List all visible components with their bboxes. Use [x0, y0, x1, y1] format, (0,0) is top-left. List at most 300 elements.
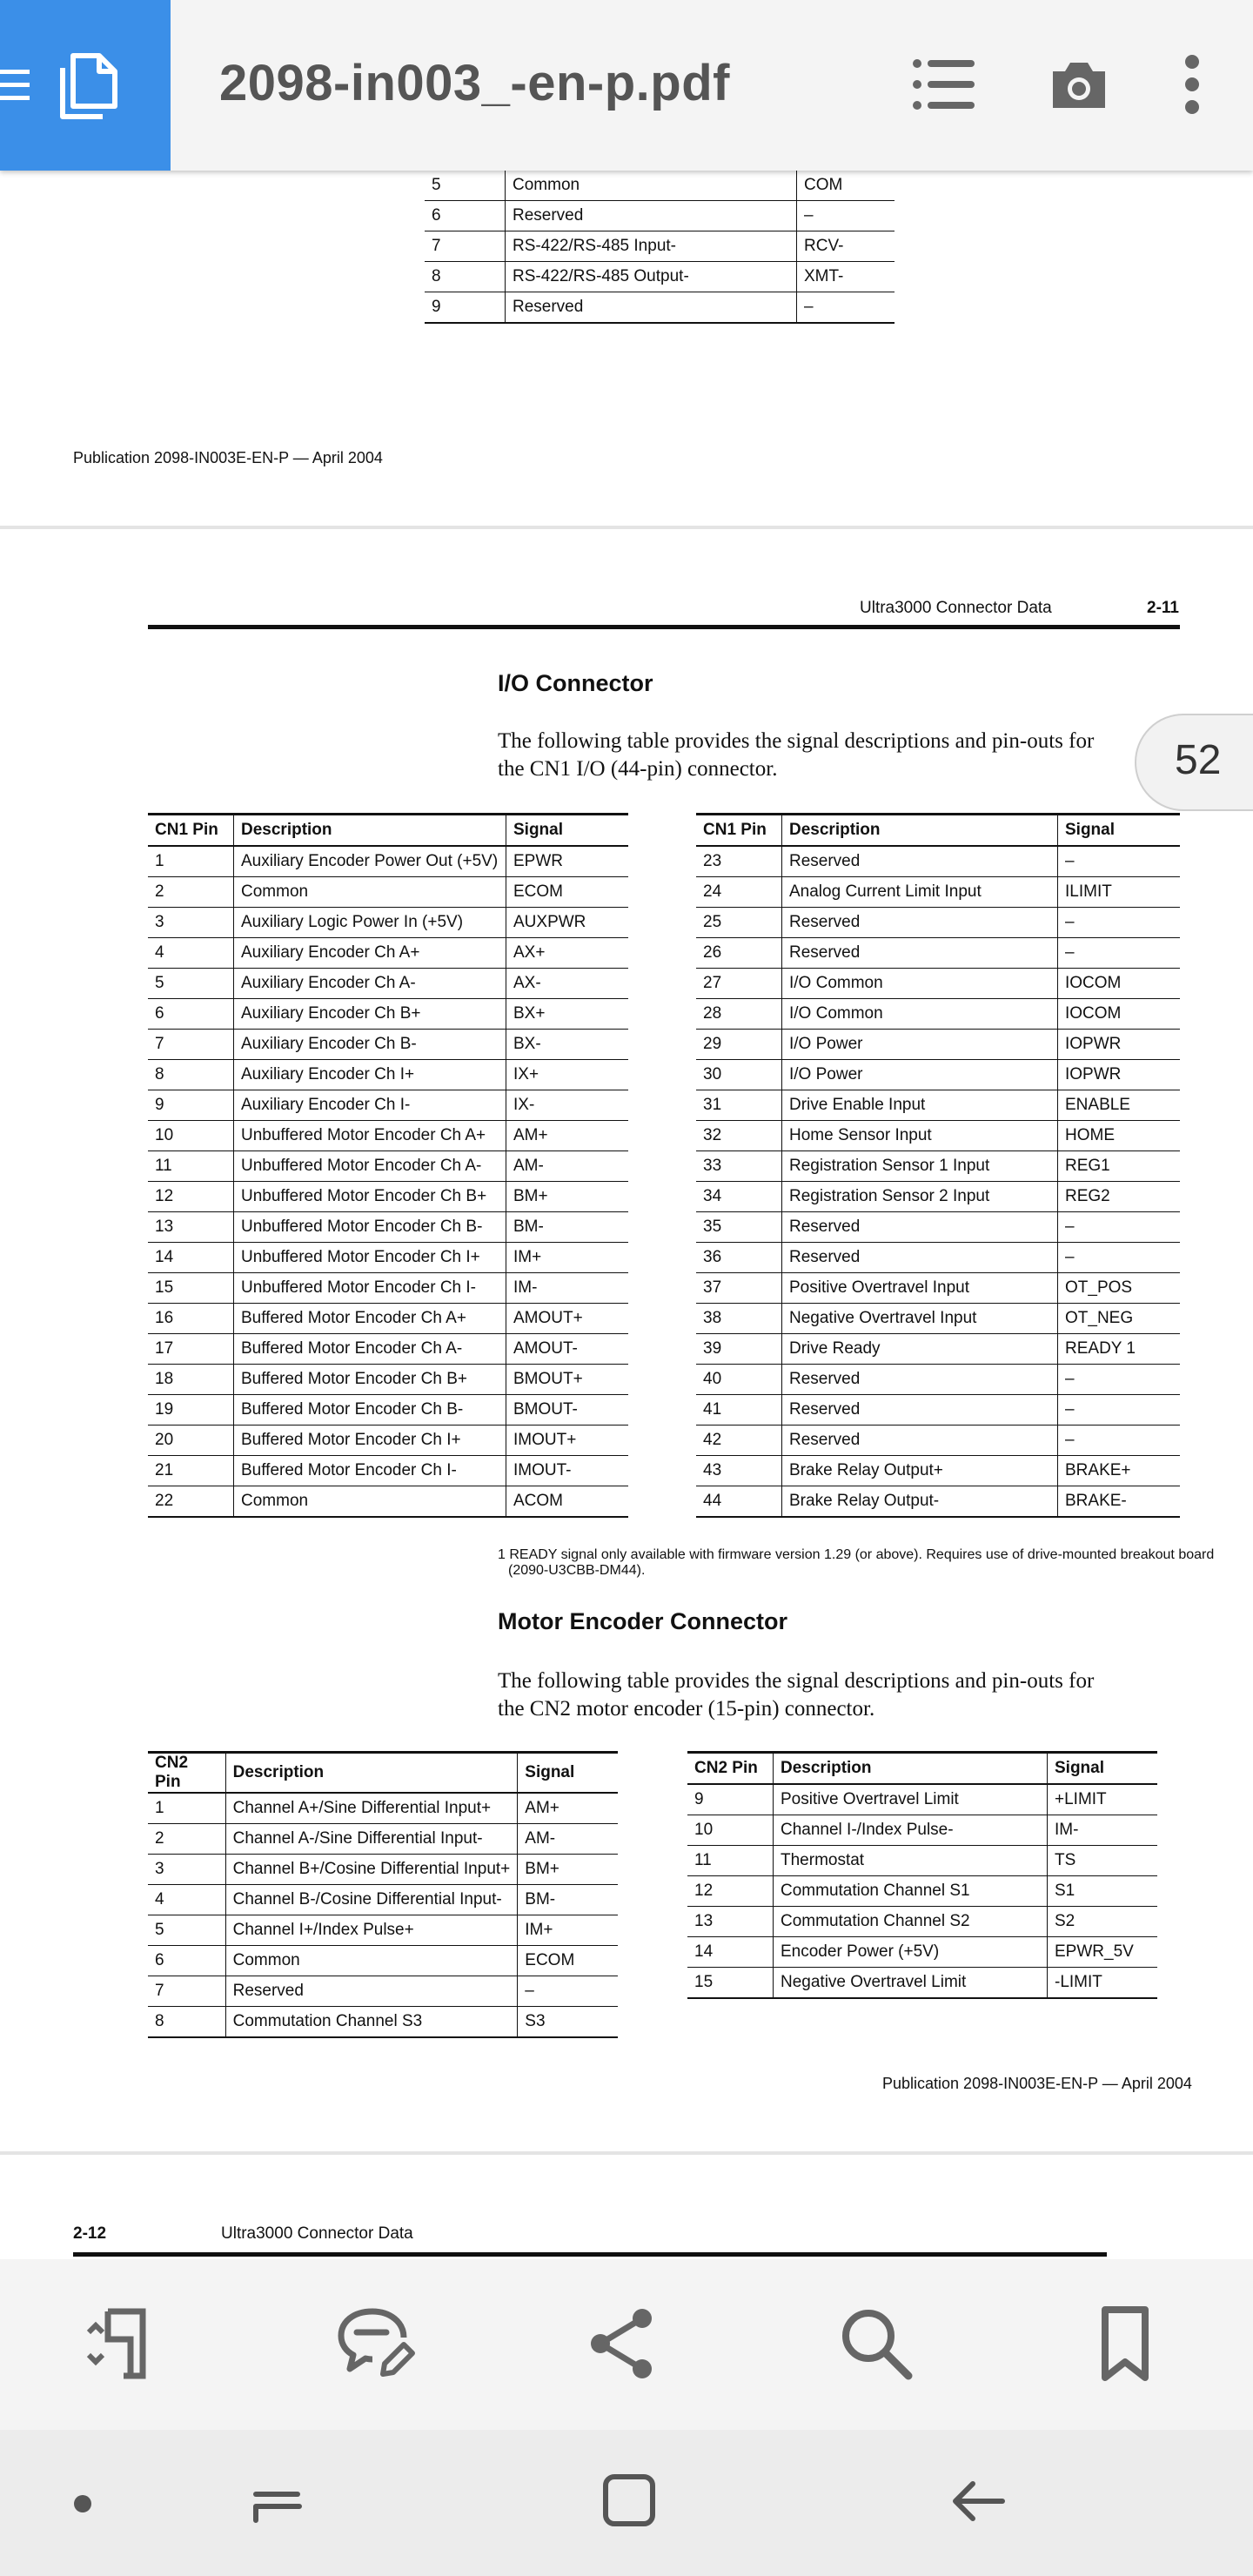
signal-cell: S2	[1048, 1907, 1158, 1937]
table-row	[696, 1060, 1180, 1090]
description-cell: RS-422/RS-485 Input-	[506, 231, 797, 262]
footnote-line-2: (2090-U3CBB-DM44).	[508, 1563, 646, 1578]
description-cell: Reserved	[782, 1426, 1058, 1456]
signal-cell: IM+	[518, 1915, 618, 1946]
table-row	[687, 1907, 1157, 1937]
description-cell: Buffered Motor Encoder Ch B-	[234, 1395, 506, 1426]
table-row	[696, 1395, 1180, 1426]
cn2-table-left	[148, 1751, 618, 2038]
signal-cell: BM-	[518, 1885, 618, 1915]
pin-cell: 38	[696, 1304, 782, 1334]
description-cell: Channel B+/Cosine Differential Input+	[225, 1855, 518, 1885]
pin-cell: 7	[148, 1976, 225, 2007]
search-icon[interactable]	[837, 2304, 915, 2383]
description-cell: Reserved	[225, 1976, 518, 2007]
table-row	[148, 2007, 618, 2038]
recents-icon[interactable]	[247, 2473, 308, 2534]
description-cell: Reserved	[506, 292, 797, 324]
signal-cell: IOPWR	[1058, 1030, 1181, 1060]
table-row	[696, 1273, 1180, 1304]
table-row	[148, 1121, 628, 1151]
signal-cell: BM-	[506, 1212, 629, 1243]
description-cell: Auxiliary Encoder Ch I+	[234, 1060, 506, 1090]
signal-cell: ECOM	[518, 1946, 618, 1976]
description-cell: Unbuffered Motor Encoder Ch A+	[234, 1121, 506, 1151]
table-row	[148, 1182, 628, 1212]
pin-cell: 24	[696, 877, 782, 908]
nav-block[interactable]	[0, 0, 171, 171]
column-header: Description	[782, 815, 1058, 847]
pin-cell: 3	[148, 1855, 225, 1885]
pin-cell: 25	[696, 908, 782, 938]
pin-cell: 9	[425, 292, 506, 324]
pin-cell: 18	[148, 1365, 234, 1395]
pin-cell: 6	[425, 201, 506, 231]
signal-cell: S3	[518, 2007, 618, 2038]
table-row	[687, 1876, 1157, 1907]
table-row	[696, 1426, 1180, 1456]
table-row	[148, 1030, 628, 1060]
table-row	[148, 1976, 618, 2007]
table-row	[148, 1885, 618, 1915]
prev-table	[425, 171, 895, 324]
table-row	[148, 1273, 628, 1304]
description-cell: Thermostat	[774, 1846, 1048, 1876]
signal-cell: –	[1058, 1212, 1181, 1243]
table-row	[696, 999, 1180, 1030]
table-row	[148, 1395, 628, 1426]
signal-cell: OT_NEG	[1058, 1304, 1181, 1334]
description-cell: Reserved	[782, 1243, 1058, 1273]
description-cell: Channel A+/Sine Differential Input+	[225, 1793, 518, 1824]
signal-cell: –	[1058, 1365, 1181, 1395]
signal-cell: AM+	[506, 1121, 629, 1151]
signal-cell: –	[797, 201, 895, 231]
pin-cell: 15	[148, 1273, 234, 1304]
table-row	[148, 1486, 628, 1518]
signal-cell: ECOM	[506, 877, 629, 908]
signal-cell: BM+	[506, 1182, 629, 1212]
table-row	[696, 1182, 1180, 1212]
signal-cell: BMOUT+	[506, 1365, 629, 1395]
pin-cell: 14	[148, 1243, 234, 1273]
description-cell: Auxiliary Encoder Ch B+	[234, 999, 506, 1030]
table-row	[148, 1456, 628, 1486]
share-icon[interactable]	[585, 2304, 663, 2383]
pin-cell: 1	[148, 1793, 225, 1824]
page-header-number: 2-11	[1147, 599, 1179, 617]
pin-cell: 2	[148, 877, 234, 908]
pin-cell: 22	[148, 1486, 234, 1518]
description-cell: Channel A-/Sine Differential Input-	[225, 1824, 518, 1855]
table-row	[148, 1243, 628, 1273]
signal-cell: –	[1058, 1395, 1181, 1426]
signal-cell: IOPWR	[1058, 1060, 1181, 1090]
table-row	[425, 201, 895, 231]
table-row	[696, 1456, 1180, 1486]
description-cell: Common	[234, 877, 506, 908]
pin-cell: 21	[148, 1456, 234, 1486]
signal-cell: COM	[797, 171, 895, 201]
signal-cell: BX+	[506, 999, 629, 1030]
home-icon[interactable]	[599, 2470, 660, 2531]
pin-cell: 8	[148, 1060, 234, 1090]
signal-cell: REG1	[1058, 1151, 1181, 1182]
signal-cell: –	[1058, 938, 1181, 969]
signal-cell: OT_POS	[1058, 1273, 1181, 1304]
pin-cell: 7	[148, 1030, 234, 1060]
table-row	[687, 1846, 1157, 1876]
pin-cell: 29	[696, 1030, 782, 1060]
pin-cell: 42	[696, 1426, 782, 1456]
description-cell: Common	[234, 1486, 506, 1518]
table-row	[696, 1304, 1180, 1334]
signal-cell: IX-	[506, 1090, 629, 1121]
cn1-table-right	[696, 813, 1180, 1518]
next-page-number: 2-12	[73, 2224, 107, 2243]
description-cell: Common	[225, 1946, 518, 1976]
signal-cell: ILIMIT	[1058, 877, 1181, 908]
pin-cell: 6	[148, 999, 234, 1030]
pin-cell: 33	[696, 1151, 782, 1182]
pin-cell: 9	[687, 1784, 774, 1815]
signal-cell: IMOUT+	[506, 1426, 629, 1456]
table-row	[687, 1968, 1157, 1999]
description-cell: Reserved	[782, 1365, 1058, 1395]
prev-page-footer: Publication 2098-IN003E-EN-P — April 2004	[73, 449, 383, 466]
io-intro	[498, 728, 1133, 783]
io-intro-line-2: the CN1 I/O (44-pin) connector.	[498, 757, 778, 781]
signal-cell: AUXPWR	[506, 908, 629, 938]
description-cell: Common	[506, 171, 797, 201]
table-row	[687, 1815, 1157, 1846]
table-row	[148, 1212, 628, 1243]
system-nav-bar	[0, 2430, 1253, 2576]
signal-cell: AM+	[518, 1793, 618, 1824]
pin-cell: 2	[148, 1824, 225, 1855]
signal-cell: REG2	[1058, 1182, 1181, 1212]
pin-cell: 43	[696, 1456, 782, 1486]
table-row	[696, 908, 1180, 938]
column-header: CN2 Pin	[687, 1753, 774, 1785]
description-cell: I/O Common	[782, 999, 1058, 1030]
pin-cell: 28	[696, 999, 782, 1030]
signal-cell: –	[1058, 1426, 1181, 1456]
column-header: Description	[774, 1753, 1048, 1785]
signal-cell: AX+	[506, 938, 629, 969]
footnote	[498, 1547, 1214, 1579]
pin-cell: 40	[696, 1365, 782, 1395]
column-header: CN1 Pin	[148, 815, 234, 847]
description-cell: Negative Overtravel Input	[782, 1304, 1058, 1334]
pin-cell: 5	[148, 1915, 225, 1946]
page-separator-2	[0, 2151, 1253, 2155]
signal-cell: HOME	[1058, 1121, 1181, 1151]
table-row	[148, 1946, 618, 1976]
table-row	[696, 1212, 1180, 1243]
table-row	[148, 1793, 618, 1824]
description-cell: RS-422/RS-485 Output-	[506, 262, 797, 292]
pin-cell: 8	[148, 2007, 225, 2038]
description-cell: Auxiliary Encoder Ch A-	[234, 969, 506, 999]
column-header: CN2 Pin	[148, 1753, 225, 1794]
pin-cell: 27	[696, 969, 782, 999]
app-bar	[0, 0, 1253, 171]
description-cell: Encoder Power (+5V)	[774, 1937, 1048, 1968]
description-cell: Unbuffered Motor Encoder Ch I+	[234, 1243, 506, 1273]
pin-cell: 3	[148, 908, 234, 938]
description-cell: Auxiliary Encoder Power Out (+5V)	[234, 846, 506, 877]
signal-cell: +LIMIT	[1048, 1784, 1158, 1815]
document-copy-icon[interactable]	[54, 50, 122, 120]
pin-cell: 14	[687, 1937, 774, 1968]
table-row	[148, 1855, 618, 1885]
table-row	[148, 938, 628, 969]
pin-cell: 31	[696, 1090, 782, 1121]
camera-icon[interactable]	[1049, 61, 1109, 110]
pin-cell: 13	[687, 1907, 774, 1937]
signal-cell: ENABLE	[1058, 1090, 1181, 1121]
table-row	[696, 1151, 1180, 1182]
pin-cell: 15	[687, 1968, 774, 1999]
signal-cell: IM+	[506, 1243, 629, 1273]
pin-cell: 39	[696, 1334, 782, 1365]
page-separator	[0, 526, 1253, 529]
column-header: Signal	[518, 1753, 618, 1794]
description-cell: Registration Sensor 2 Input	[782, 1182, 1058, 1212]
description-cell: I/O Power	[782, 1030, 1058, 1060]
description-cell: Commutation Channel S2	[774, 1907, 1048, 1937]
encoder-intro-line-2: the CN2 motor encoder (15-pin) connector.	[498, 1697, 875, 1721]
signal-cell: –	[518, 1976, 618, 2007]
page-footer: Publication 2098-IN003E-EN-P — April 2004	[882, 2075, 1192, 2092]
table-row	[148, 1334, 628, 1365]
dot-icon[interactable]	[70, 2491, 96, 2517]
description-cell: Buffered Motor Encoder Ch I+	[234, 1426, 506, 1456]
table-row	[696, 877, 1180, 908]
page-number-badge[interactable]	[1135, 714, 1253, 811]
description-cell: Buffered Motor Encoder Ch A-	[234, 1334, 506, 1365]
more-vert-icon[interactable]	[1183, 54, 1201, 115]
signal-cell: –	[1058, 846, 1181, 877]
table-row	[696, 1365, 1180, 1395]
pin-cell: 20	[148, 1426, 234, 1456]
next-page-title: Ultra3000 Connector Data	[221, 2224, 413, 2243]
table-row	[425, 231, 895, 262]
description-cell: Channel B-/Cosine Differential Input-	[225, 1885, 518, 1915]
signal-cell: TS	[1048, 1846, 1158, 1876]
pin-cell: 34	[696, 1182, 782, 1212]
signal-cell: S1	[1048, 1876, 1158, 1907]
description-cell: Analog Current Limit Input	[782, 877, 1058, 908]
table-row	[148, 1151, 628, 1182]
footnote-line-1: 1 READY signal only available with firmware version 1.29 (or above). Requires use of drive-mounted breakout board	[498, 1547, 1215, 1562]
signal-cell: –	[797, 292, 895, 324]
pin-cell: 32	[696, 1121, 782, 1151]
pin-cell: 13	[148, 1212, 234, 1243]
signal-cell: AMOUT-	[506, 1334, 629, 1365]
pin-cell: 12	[148, 1182, 234, 1212]
description-cell: Buffered Motor Encoder Ch A+	[234, 1304, 506, 1334]
pin-cell: 8	[425, 262, 506, 292]
table-row	[687, 1784, 1157, 1815]
table-row	[148, 999, 628, 1030]
list-icon[interactable]	[912, 57, 975, 111]
description-cell: Commutation Channel S3	[225, 2007, 518, 2038]
column-header: CN1 Pin	[696, 815, 782, 847]
pin-cell: 4	[148, 938, 234, 969]
pin-cell: 36	[696, 1243, 782, 1273]
table-row	[696, 846, 1180, 877]
signal-cell: EPWR_5V	[1048, 1937, 1158, 1968]
pin-cell: 10	[148, 1121, 234, 1151]
pin-cell: 5	[148, 969, 234, 999]
column-header: Signal	[1048, 1753, 1158, 1785]
table-row	[696, 938, 1180, 969]
table-row	[425, 262, 895, 292]
signal-cell: BX-	[506, 1030, 629, 1060]
back-icon[interactable]	[948, 2470, 1009, 2531]
description-cell: Auxiliary Encoder Ch B-	[234, 1030, 506, 1060]
description-cell: Buffered Motor Encoder Ch B+	[234, 1365, 506, 1395]
signal-cell: IX+	[506, 1060, 629, 1090]
description-cell: Reserved	[782, 908, 1058, 938]
signal-cell: XMT-	[797, 262, 895, 292]
fit-page-icon[interactable]	[82, 2304, 160, 2383]
pin-cell: 5	[425, 171, 506, 201]
description-cell: Unbuffered Motor Encoder Ch B+	[234, 1182, 506, 1212]
io-intro-line-1: The following table provides the signal descriptions and pin-outs for	[498, 729, 1095, 753]
table-row	[696, 1334, 1180, 1365]
column-header: Description	[225, 1753, 518, 1794]
table-row	[696, 1030, 1180, 1060]
column-header: Signal	[506, 815, 629, 847]
pin-cell: 41	[696, 1395, 782, 1426]
bottom-toolbar	[0, 2259, 1253, 2430]
signal-cell: AX-	[506, 969, 629, 999]
table-row	[148, 908, 628, 938]
description-cell: Auxiliary Encoder Ch A+	[234, 938, 506, 969]
signal-cell: IM-	[506, 1273, 629, 1304]
signal-cell: –	[1058, 1243, 1181, 1273]
table-row	[148, 969, 628, 999]
description-cell: I/O Common	[782, 969, 1058, 999]
pin-cell: 9	[148, 1090, 234, 1121]
description-cell: Positive Overtravel Limit	[774, 1784, 1048, 1815]
description-cell: Positive Overtravel Input	[782, 1273, 1058, 1304]
column-header: Signal	[1058, 815, 1181, 847]
pin-cell: 16	[148, 1304, 234, 1334]
encoder-intro-line-1: The following table provides the signal descriptions and pin-outs for	[498, 1669, 1095, 1693]
signal-cell: EPWR	[506, 846, 629, 877]
cn1-table-left	[148, 813, 628, 1518]
pin-cell: 35	[696, 1212, 782, 1243]
io-heading: I/O Connector	[498, 670, 653, 696]
table-row	[148, 1824, 618, 1855]
signal-cell: RCV-	[797, 231, 895, 262]
next-header-rule	[73, 2252, 1107, 2257]
table-row	[425, 171, 895, 201]
signal-cell: -LIMIT	[1048, 1968, 1158, 1999]
description-cell: Buffered Motor Encoder Ch I-	[234, 1456, 506, 1486]
menu-icon[interactable]	[0, 68, 30, 103]
description-cell: Commutation Channel S1	[774, 1876, 1048, 1907]
description-cell: Reserved	[782, 938, 1058, 969]
description-cell: Unbuffered Motor Encoder Ch B-	[234, 1212, 506, 1243]
signal-cell: AMOUT+	[506, 1304, 629, 1334]
pin-cell: 30	[696, 1060, 782, 1090]
description-cell: Brake Relay Output+	[782, 1456, 1058, 1486]
table-row	[148, 877, 628, 908]
table-row	[148, 1090, 628, 1121]
description-cell: Unbuffered Motor Encoder Ch I-	[234, 1273, 506, 1304]
cn2-table-right	[687, 1751, 1157, 1999]
description-cell: Channel I-/Index Pulse-	[774, 1815, 1048, 1846]
signal-cell: READY 1	[1058, 1334, 1181, 1365]
table-row	[696, 1121, 1180, 1151]
document-title: 2098-in003_-en-p.pdf	[219, 55, 730, 111]
signal-cell: AM-	[518, 1824, 618, 1855]
description-cell: Channel I+/Index Pulse+	[225, 1915, 518, 1946]
bookmark-icon[interactable]	[1086, 2304, 1164, 2383]
table-row	[148, 1365, 628, 1395]
pin-cell: 1	[148, 846, 234, 877]
signal-cell: ACOM	[506, 1486, 629, 1518]
description-cell: Reserved	[506, 201, 797, 231]
encoder-intro	[498, 1667, 1094, 1723]
comment-icon[interactable]	[338, 2304, 416, 2383]
pin-cell: 12	[687, 1876, 774, 1907]
signal-cell: IOCOM	[1058, 999, 1181, 1030]
table-row	[148, 1060, 628, 1090]
pin-cell: 17	[148, 1334, 234, 1365]
pin-cell: 4	[148, 1885, 225, 1915]
signal-cell: BM+	[518, 1855, 618, 1885]
signal-cell: IM-	[1048, 1815, 1158, 1846]
pin-cell: 6	[148, 1946, 225, 1976]
table-row	[687, 1937, 1157, 1968]
table-row	[425, 292, 895, 324]
pin-cell: 23	[696, 846, 782, 877]
description-cell: Unbuffered Motor Encoder Ch A-	[234, 1151, 506, 1182]
pin-cell: 7	[425, 231, 506, 262]
signal-cell: IMOUT-	[506, 1456, 629, 1486]
table-row	[148, 1304, 628, 1334]
table-row	[696, 1090, 1180, 1121]
signal-cell: BRAKE-	[1058, 1486, 1181, 1518]
table-row	[148, 1426, 628, 1456]
description-cell: Reserved	[782, 1395, 1058, 1426]
pin-cell: 19	[148, 1395, 234, 1426]
signal-cell: BMOUT-	[506, 1395, 629, 1426]
pin-cell: 44	[696, 1486, 782, 1518]
encoder-heading: Motor Encoder Connector	[498, 1608, 788, 1634]
table-row	[148, 1915, 618, 1946]
pin-cell: 37	[696, 1273, 782, 1304]
table-row	[696, 969, 1180, 999]
description-cell: Reserved	[782, 1212, 1058, 1243]
pin-cell: 10	[687, 1815, 774, 1846]
table-row	[696, 1243, 1180, 1273]
pin-cell: 11	[148, 1151, 234, 1182]
header-rule	[148, 625, 1180, 629]
description-cell: Auxiliary Logic Power In (+5V)	[234, 908, 506, 938]
description-cell: Brake Relay Output-	[782, 1486, 1058, 1518]
signal-cell: BRAKE+	[1058, 1456, 1181, 1486]
description-cell: Drive Ready	[782, 1334, 1058, 1365]
table-row	[696, 1486, 1180, 1518]
description-cell: Registration Sensor 1 Input	[782, 1151, 1058, 1182]
